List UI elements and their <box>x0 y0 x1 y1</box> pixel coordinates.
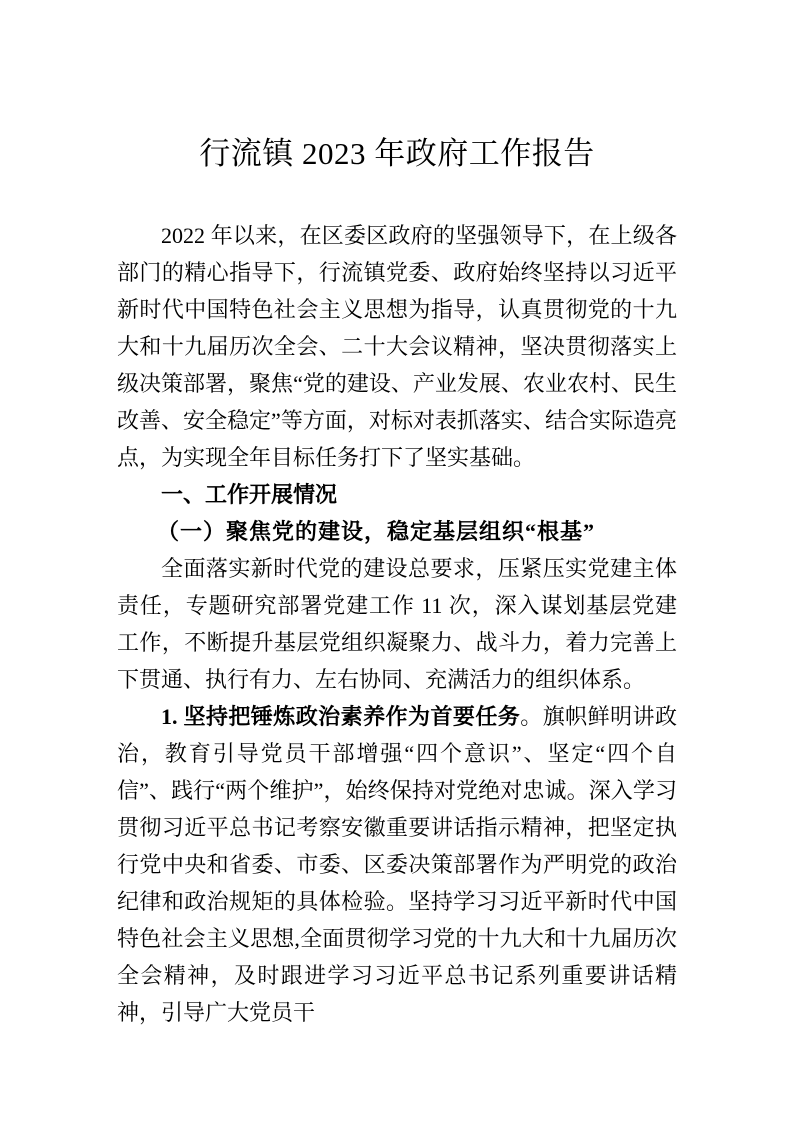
paragraph-political-training <box>117 698 677 1031</box>
document-title: 行流镇 2023 年政府工作报告 <box>199 136 595 171</box>
subsection-heading-party-building: （一）聚焦党的建设，稳定基层组织“根基” <box>157 519 596 544</box>
paragraph-party-building: 全面落实新时代党的建设总要求，压紧压实党建主体责任，专题研究部署党建工作 11 次，深入谋划基层党建工作，不断提升基层党组织凝聚力、战斗力，着力完善上下贯通、执行有力、左右协同、充满活力的组织体系。 <box>117 556 677 692</box>
paragraph-regular-text: 。旗帜鲜明讲政治，教育引导党员干部增强“四个意识”、坚定“四个自信”、践行“两个维护”，始终保持对党绝对忠诚。深入学习贯彻习近平总书记考察安徽重要讲话指示精神，把坚定执行党中央和省委、市委、区委决策部署作为严明党的政治纪律和政治规矩的具体检验。坚持学习习近平新时代中国特色社会主义思想,全面贯彻学习党的十九大和十九届历次全会精神，及时跟进学习习近平总书记系列重要讲话精神，引导广大党员干 <box>117 704 677 1025</box>
paragraph-intro: 2022 年以来，在区委区政府的坚强领导下，在上级各部门的精心指导下，行流镇党委、政府始终坚持以习近平新时代中国特色社会主义思想为指导，认真贯彻党的十九大和十九届历次全会、二十大会议精神，坚决贯彻落实上级决策部署，聚焦“党的建设、产业发展、农业农村、民生改善、安全稳定”等方面，对标对表抓落实、结合实际造亮点，为实现全年目标任务打下了坚实基础。 <box>117 223 677 470</box>
paragraph-bold-lead: 1. 坚持把锤炼政治素养作为首要任务 <box>161 704 521 729</box>
section-heading-work-progress: 一、工作开展情况 <box>161 482 338 507</box>
